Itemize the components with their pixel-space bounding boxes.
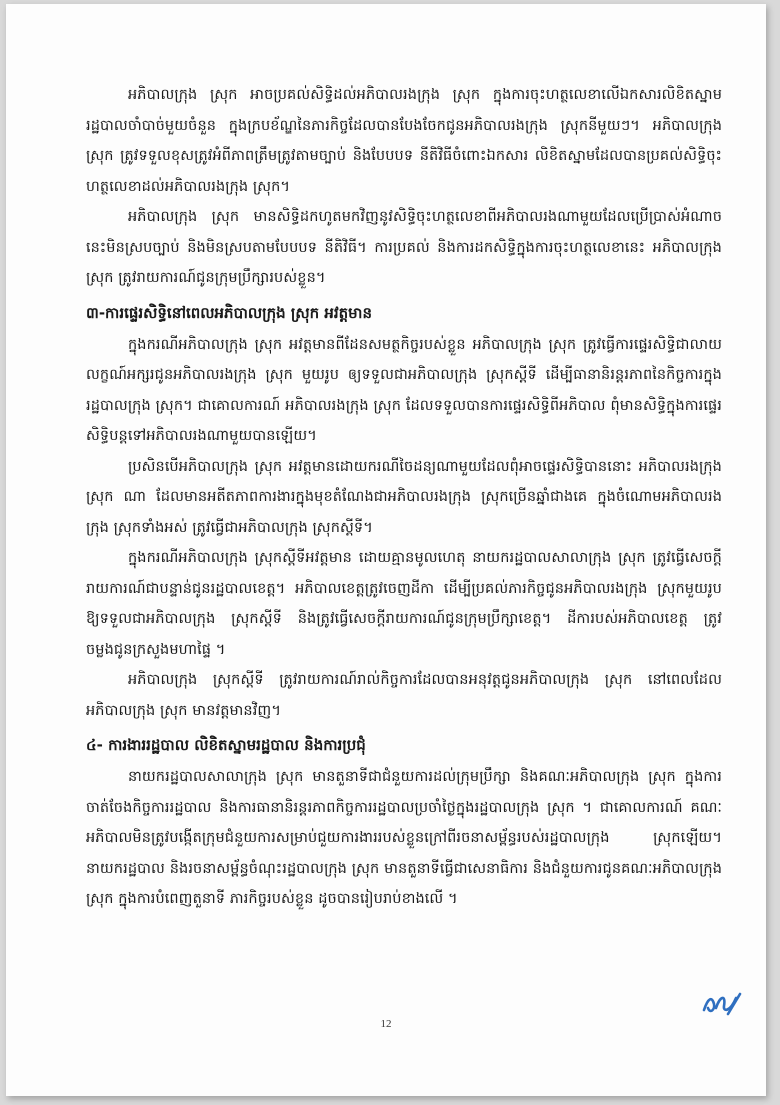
paragraph: ក្នុងករណីអភិបាលក្រុង ស្រុក អវត្តមានពីដែនសមត្ថកិច្ចរបស់ខ្លួន អភិបាលក្រុង ស្រុក ត្រូវធ្វើការផ្ទេរសិទ្ធិជាលាយលក្ខណ៍អក្សរជូនអភិបាលរងក្រុង ស្រុក មួយរូប ឲ្យទទួលជាអភិបាលក្រុង ស្រុកស្តីទី ដើម្បីធានានិរន្តរភាពនៃកិច្ចការក្នុងរដ្ឋបាលក្រុង ស្រុក។ ជាគោលការណ៍ អភិបាលរងក្រុង ស្រុក ដែលទទួលបានការផ្ទេរសិទ្ធិពីអភិបាល ពុំមានសិទ្ធិក្នុងការផ្ទេរសិទ្ធិបន្តទៅអភិបាលរងណាមួយបានឡើយ។ [86, 336, 722, 444]
paragraph: អភិបាលក្រុង ស្រុក អាចប្រគល់សិទ្ធិដល់អភិបាលរងក្រុង ស្រុក ក្នុងការចុះហត្ថលេខាលើឯកសារលិខិតស្នាមរដ្ឋបាលចាំបាច់មួយចំនួន ក្នុងក្របខ័ណ្ឌនៃភារកិច្ចដែលបានបែងចែកជូនអភិបាលរងក្រុង ស្រុកនីមួយៗ។ អភិបាលក្រុង ស្រុក ត្រូវទទួលខុសត្រូវអំពីភាពត្រឹមត្រូវតាមច្បាប់ និងបែបបទ នីតិវិធីចំពោះឯកសារ លិខិតស្នាមដែលបានប្រគល់សិទ្ធិចុះហត្ថលេខាដល់អភិបាលរងក្រុង ស្រុក។ [86, 87, 722, 195]
paragraph: អភិបាលក្រុង ស្រុកស្តីទី ត្រូវរាយការណ៍រាល់កិច្ចការដែលបានអនុវត្តជូនអភិបាលក្រុង ស្រុក នៅពេលដែលអភិបាលក្រុង ស្រុក មានវត្តមានវិញ។ [86, 672, 722, 719]
handwritten-initials-icon [700, 988, 742, 1020]
paragraph: អភិបាលក្រុង ស្រុក មានសិទ្ធិដកហូតមកវិញនូវសិទ្ធិចុះហត្ថលេខាពីអភិបាលរងណាមួយដែលប្រើប្រាស់អំណាចនេះមិនស្របច្បាប់ និងមិនស្របតាមបែបបទ នីតិវិធី។ ការប្រគល់ និងការដកសិទ្ធិក្នុងការចុះហត្ថលេខានេះ អភិបាលក្រុង ស្រុក ត្រូវរាយការណ៍ជូនក្រុមប្រឹក្សារបស់ខ្លួន។ [86, 209, 722, 286]
section-heading: ៤- ការងាររដ្ឋបាល លិខិតស្នាមរដ្ឋបាល និងការប្រជុំ [86, 736, 366, 754]
page-number: 12 [380, 1018, 392, 1030]
document-page [6, 4, 766, 1096]
section-heading: ៣-ការផ្ទេរសិទ្ធិនៅពេលអភិបាលក្រុង ស្រុក អវត្តមាន [86, 303, 372, 322]
paragraph: នាយករដ្ឋបាលសាលាក្រុង ស្រុក មានតួនាទីជាជំនួយការដល់ក្រុមប្រឹក្សា និងគណៈអភិបាលក្រុង ស្រុក ក្នុងការចាត់ចែងកិច្ចការរដ្ឋបាល និងការធានានិរន្តរភាពកិច្ចការរដ្ឋបាលប្រចាំថ្ងៃក្នុងរដ្ឋបាលក្រុង ស្រុក ។ ជាគោលការណ៍ គណៈអភិបាលមិនត្រូវបង្កើតក្រុមជំនួយការសម្រាប់ជួយការងាររបស់ខ្លួនក្រៅពីរចនាសម្ព័ន្ធរបស់រដ្ឋបាលក្រុង ស្រុកឡើយ។ នាយករដ្ឋបាល និងរចនាសម្ព័ន្ធចំណុះរដ្ឋបាលក្រុង ស្រុក មានតួនាទីធ្វើជាសេនាធិការ និងជំនួយការជូនគណៈអភិបាលក្រុង ស្រុក ក្នុងការបំពេញតួនាទី ភារកិច្ចរបស់ខ្លួន ដូចបានរៀបរាប់ខាងលើ ។ [86, 769, 722, 907]
paragraph: ក្នុងករណីអភិបាលក្រុង ស្រុកស្តីទីអវត្តមាន ដោយគ្មានមូលហេតុ នាយករដ្ឋបាលសាលាក្រុង ស្រុក ត្រូវធ្វើសេចក្តីរាយការណ៍ជាបន្ទាន់ជូនរដ្ឋបាលខេត្ត។ អភិបាលខេត្តត្រូវចេញដីកា ដើម្បីប្រគល់ភារកិច្ចជូនអភិបាលរងក្រុង ស្រុកមួយរូប ឱ្យទទួលជាអភិបាលក្រុង ស្រុកស្តីទី និងត្រូវធ្វើសេចក្តីរាយការណ៍ជូនក្រុមប្រឹក្សាខេត្ត។ ដីការបស់អភិបាលខេត្ត ត្រូវចម្លងជូនក្រសួងមហាផ្ទៃ ។ [86, 550, 722, 658]
paragraph: ប្រសិនបើអភិបាលក្រុង ស្រុក អវត្តមានដោយករណីចៃដន្យណាមួយដែលពុំអាចផ្ទេរសិទ្ធិបាននោះ អភិបាលរងក្រុង ស្រុក ណា ដែលមានអតីតភាពការងារក្នុងមុខតំណែងជាអភិបាលរងក្រុង ស្រុកច្រើនឆ្នាំជាងគេ ក្នុងចំណោមអភិបាលរងក្រុង ស្រុកទាំងអស់ ត្រូវធ្វើជាអភិបាលក្រុង ស្រុកស្តីទី។ [86, 458, 722, 536]
document-body [86, 80, 722, 915]
